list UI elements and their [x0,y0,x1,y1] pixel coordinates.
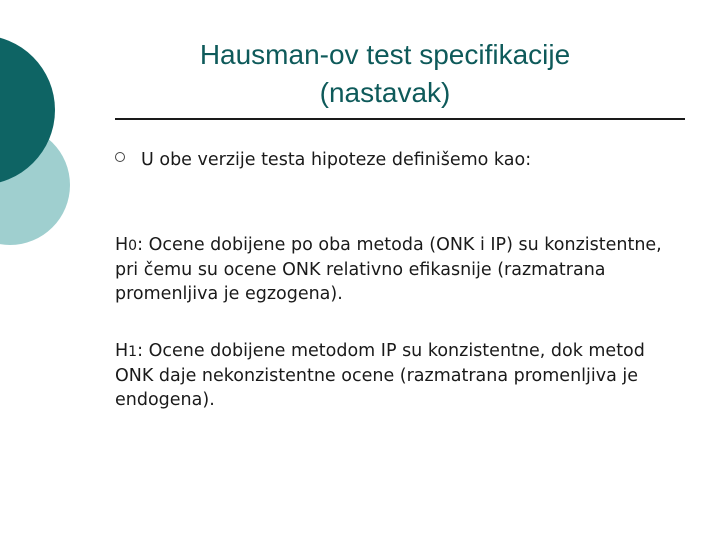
hypothesis-separator: : [137,341,149,361]
bullet-text: U obe verzije testa hipoteze definišemo kao: [141,150,532,170]
hypothesis-text: Ocene dobijene po oba metoda (ONK i IP) su konzistentne, pri čemu su ocene ONK relativno efikasnije (razmatrana promenljiva je egzogena). [115,235,662,304]
bullet-item [115,148,695,172]
title-divider [115,118,685,120]
title-line-2: (nastavak) [319,77,451,108]
hypothesis-label-sub: 1 [128,344,138,360]
hypothesis-text: Ocene dobijene metodom IP su konzistentne, dok metod ONK daje nekonzistentne ocene (razmatrana promenljiva je endogena). [115,341,645,410]
hypothesis-label-main: H [115,235,129,255]
slide-title [150,36,620,112]
hypothesis-h1 [115,339,685,412]
decorative-circles [0,0,120,300]
hypothesis-h0 [115,233,685,306]
title-line-1: Hausman-ov test specifikacije [199,39,571,70]
hypothesis-separator: : [137,235,149,255]
hypothesis-label-main: H [115,341,129,361]
hypothesis-label-sub: 0 [128,238,138,254]
hollow-circle-bullet-icon [115,152,125,162]
